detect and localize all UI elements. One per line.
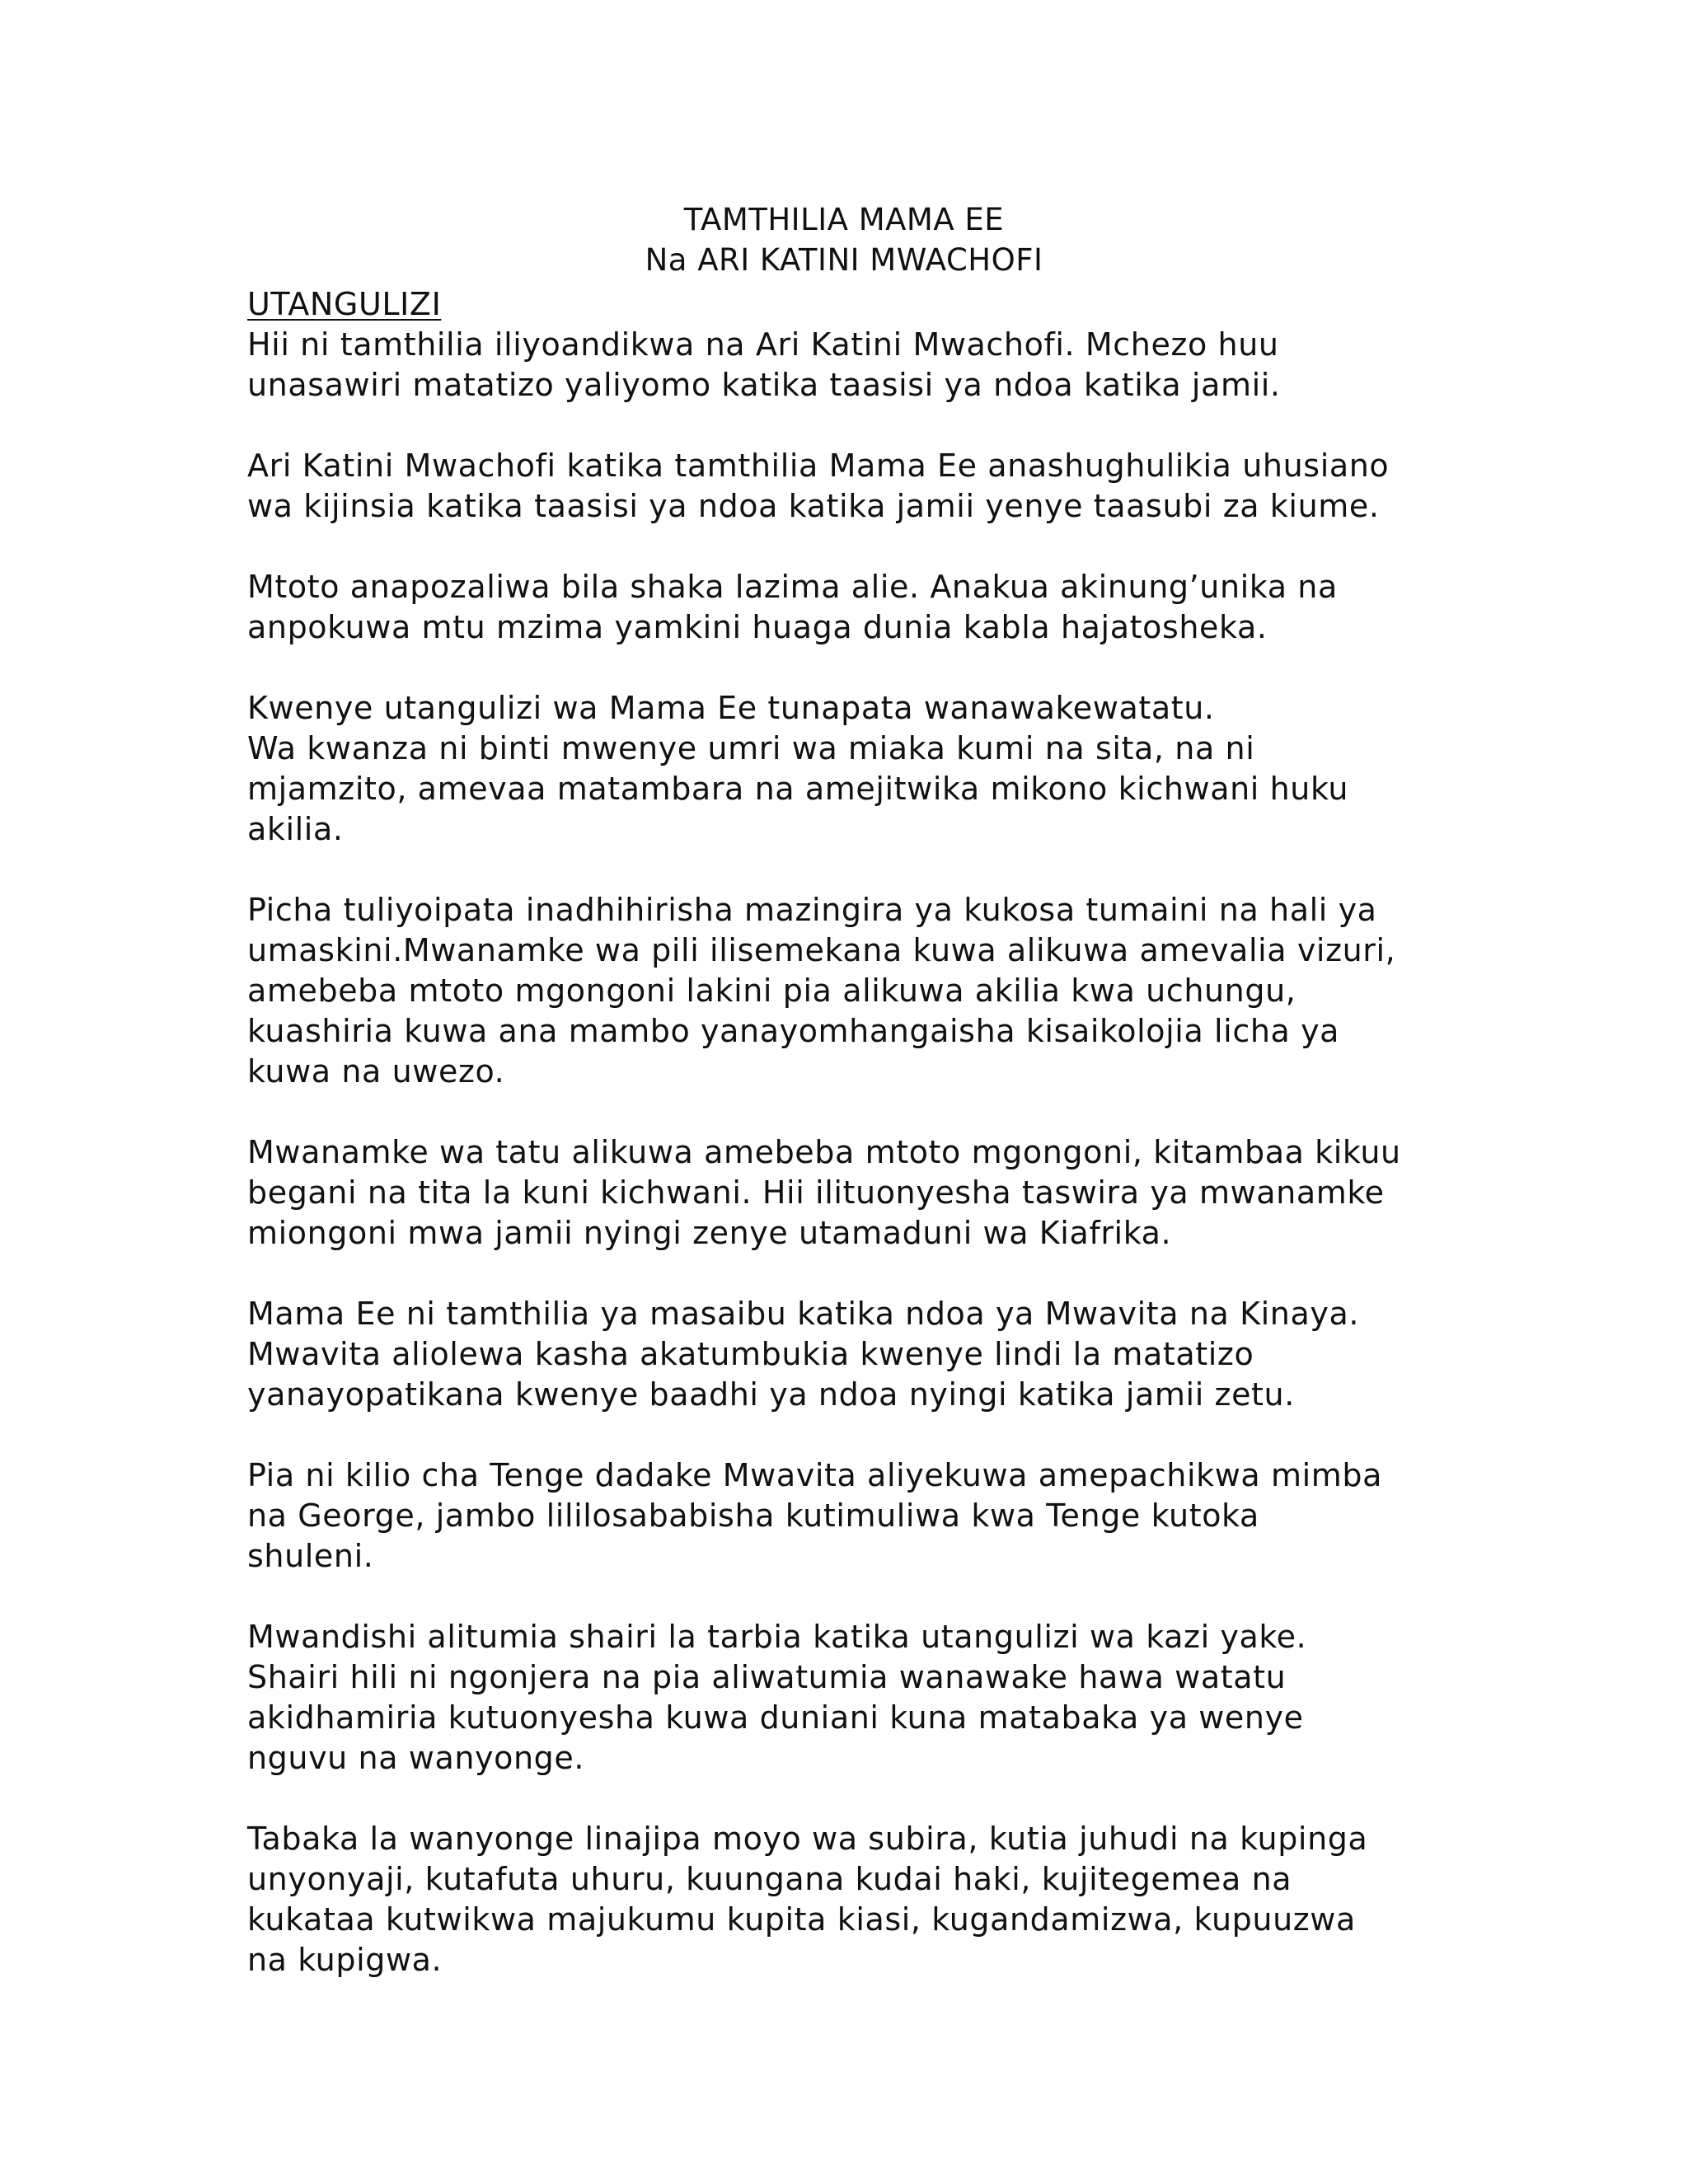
paragraph-line: kukataa kutwikwa majukumu kupita kiasi, kugandamizwa, kupuuzwa: [247, 1901, 1356, 1938]
paragraph-line: Tabaka la wanyonge linajipa moyo wa subira, kutia juhudi na kupinga: [247, 1821, 1368, 1857]
paragraph: [247, 446, 1451, 527]
document-author-line: Na ARI KATINI MWACHOFI: [645, 242, 1043, 278]
title-block: [0, 199, 1688, 280]
paragraph-line: Picha tuliyoipata inadhihirisha mazingira ya kukosa tumaini na hali ya: [247, 892, 1377, 928]
paragraph-line: unasawiri matatizo yaliyomo katika taasisi ya ndoa katika jamii.: [247, 367, 1281, 403]
paragraph-line: Wa kwanza ni binti mwenye umri wa miaka kumi na sita, na ni: [247, 730, 1255, 766]
paragraph: [247, 890, 1451, 1092]
paragraph-line: na kupigwa.: [247, 1942, 443, 1978]
paragraph-line: begani na tita la kuni kichwani. Hii ilituonyesha taswira ya mwanamke: [247, 1174, 1385, 1211]
paragraph: [247, 1132, 1451, 1254]
paragraph-line: akidhamiria kutuonyesha kuwa duniani kuna matabaka ya wenye: [247, 1699, 1304, 1736]
paragraph: [247, 1819, 1451, 1980]
paragraph-line: Pia ni kilio cha Tenge dadake Mwavita aliyekuwa amepachikwa mimba: [247, 1457, 1382, 1493]
paragraph-line: Mwanamke wa tatu alikuwa amebeba mtoto mgongoni, kitambaa kikuu: [247, 1134, 1401, 1170]
paragraph-line: kuashiria kuwa ana mambo yanayomhangaisha kisaikolojia licha ya: [247, 1013, 1340, 1049]
paragraph: [247, 325, 1451, 405]
paragraph-line: Mwavita aliolewa kasha akatumbukia kwenye lindi la matatizo: [247, 1336, 1254, 1372]
document-body: [247, 284, 1451, 2021]
paragraph: [247, 1455, 1451, 1577]
paragraph-line: Ari Katini Mwachofi katika tamthilia Mama Ee anashughulikia uhusiano: [247, 448, 1390, 484]
paragraph: [247, 567, 1451, 648]
paragraph-line: shuleni.: [247, 1538, 374, 1574]
paragraph-list: [247, 325, 1451, 1980]
paragraph-line: Mtoto anapozaliwa bila shaka lazima alie. Anakua akinung’unika na: [247, 569, 1338, 605]
paragraph-line: Hii ni tamthilia iliyoandikwa na Ari Katini Mwachofi. Mchezo huu: [247, 326, 1279, 363]
paragraph-line: na George, jambo lililosababisha kutimuliwa kwa Tenge kutoka: [247, 1497, 1259, 1534]
paragraph-line: amebeba mtoto mgongoni lakini pia alikuwa akilia kwa uchungu,: [247, 972, 1296, 1009]
paragraph: [247, 688, 1451, 850]
paragraph-line: wa kijinsia katika taasisi ya ndoa katika jamii yenye taasubi za kiume.: [247, 488, 1380, 524]
paragraph-line: umaskini.Mwanamke wa pili ilisemekana kuwa alikuwa amevalia vizuri,: [247, 932, 1396, 968]
paragraph-line: anpokuwa mtu mzima yamkini huaga dunia kabla hajatosheka.: [247, 609, 1268, 645]
document-title: TAMTHILIA MAMA EE: [683, 202, 1005, 237]
paragraph: [247, 1294, 1451, 1415]
paragraph-line: Mama Ee ni tamthilia ya masaibu katika ndoa ya Mwavita na Kinaya.: [247, 1296, 1360, 1332]
paragraph-line: kuwa na uwezo.: [247, 1053, 505, 1090]
paragraph-line: miongoni mwa jamii nyingi zenye utamaduni wa Kiafrika.: [247, 1215, 1172, 1251]
paragraph-line: Mwandishi alitumia shairi la tarbia katika utangulizi wa kazi yake.: [247, 1619, 1307, 1655]
paragraph-line: akilia.: [247, 811, 344, 847]
paragraph-line: yanayopatikana kwenye baadhi ya ndoa nyingi katika jamii zetu.: [247, 1376, 1295, 1413]
paragraph-line: unyonyaji, kutafuta uhuru, kuungana kudai haki, kujitegemea na: [247, 1861, 1292, 1897]
paragraph-line: Shairi hili ni ngonjera na pia aliwatumia wanawake hawa watatu: [247, 1659, 1287, 1695]
paragraph: [247, 1617, 1451, 1779]
paragraph-line: nguvu na wanyonge.: [247, 1740, 585, 1776]
section-heading: UTANGULIZI: [247, 286, 442, 322]
paragraph-line: Kwenye utangulizi wa Mama Ee tunapata wanawakewatatu.: [247, 690, 1215, 726]
paragraph-line: mjamzito, amevaa matambara na amejitwika mikono kichwani huku: [247, 771, 1349, 807]
